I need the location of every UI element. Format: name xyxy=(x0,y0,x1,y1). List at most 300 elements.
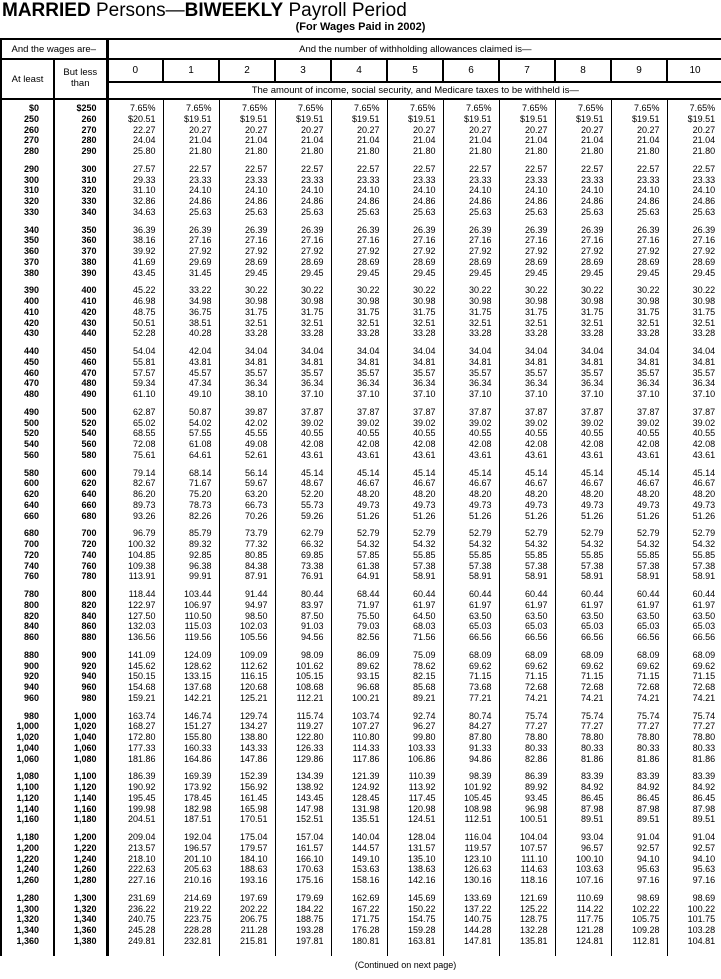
tax-amount: 104.04 xyxy=(499,832,555,843)
tax-amount: 43.61 xyxy=(499,450,555,461)
tax-amount: 40.55 xyxy=(331,428,387,439)
wage-but-less-than: 600 xyxy=(54,468,107,479)
tax-amount: 71.67 xyxy=(163,478,219,489)
tax-amount: 176.28 xyxy=(331,925,387,936)
table-row xyxy=(1,914,721,925)
wages-are-header: And the wages are– xyxy=(1,39,107,59)
tax-amount: 45.14 xyxy=(387,468,443,479)
tax-amount: 35.57 xyxy=(387,368,443,379)
tax-amount: 49.08 xyxy=(219,439,275,450)
wage-at-least: 860 xyxy=(1,632,54,643)
tax-amount: $19.51 xyxy=(275,114,331,125)
tax-amount: 48.75 xyxy=(107,307,163,318)
table-row xyxy=(1,589,721,600)
tax-amount: 74.21 xyxy=(611,693,667,704)
tax-amount xyxy=(387,521,443,528)
amount-note-header: The amount of income, social security, and Medicare taxes to be withheld is— xyxy=(107,82,721,99)
allowances-header: And the number of withholding allowances claimed is— xyxy=(107,39,721,59)
tax-amount: 25.63 xyxy=(555,207,611,218)
wage-at-least xyxy=(1,278,54,285)
tax-amount: 37.10 xyxy=(611,389,667,400)
tax-amount: 71.15 xyxy=(443,671,499,682)
tax-amount: 21.04 xyxy=(163,135,219,146)
wage-at-least xyxy=(1,886,54,893)
tax-amount: 96.68 xyxy=(331,682,387,693)
tax-amount: 30.22 xyxy=(611,285,667,296)
tax-amount: 73.79 xyxy=(219,528,275,539)
tax-amount: 27.92 xyxy=(163,246,219,257)
tax-amount: 103.44 xyxy=(163,589,219,600)
tax-amount: 54.32 xyxy=(611,539,667,550)
table-row xyxy=(1,793,721,804)
tax-amount xyxy=(219,825,275,832)
wage-but-less-than: 1,220 xyxy=(54,843,107,854)
tax-amount: 32.51 xyxy=(387,318,443,329)
tax-amount xyxy=(611,886,667,893)
tax-amount: 78.73 xyxy=(163,500,219,511)
wage-at-least: 1,060 xyxy=(1,754,54,765)
tax-amount: 167.22 xyxy=(331,904,387,915)
tax-amount: 34.81 xyxy=(387,357,443,368)
tax-amount: 117.75 xyxy=(555,914,611,925)
tax-amount: 68.09 xyxy=(611,650,667,661)
wage-but-less-than xyxy=(54,582,107,589)
tax-amount: 101.75 xyxy=(667,914,721,925)
wage-at-least: 580 xyxy=(1,468,54,479)
tax-amount: 73.38 xyxy=(275,561,331,572)
wage-at-least: 340 xyxy=(1,225,54,236)
tax-amount: 52.20 xyxy=(275,489,331,500)
tax-amount: 48.20 xyxy=(555,489,611,500)
table-row xyxy=(1,246,721,257)
tax-amount xyxy=(275,157,331,164)
tax-amount: 27.16 xyxy=(555,235,611,246)
table-row xyxy=(1,511,721,522)
tax-amount: 36.34 xyxy=(611,378,667,389)
tax-amount: 98.09 xyxy=(275,650,331,661)
tax-amount: 21.80 xyxy=(499,146,555,157)
tax-amount: 80.33 xyxy=(499,743,555,754)
wage-at-least: 920 xyxy=(1,671,54,682)
tax-amount xyxy=(107,339,163,346)
tax-amount xyxy=(667,825,721,832)
wage-at-least xyxy=(1,521,54,528)
tax-amount: 231.69 xyxy=(107,893,163,904)
wage-at-least: 400 xyxy=(1,296,54,307)
tax-amount: 80.44 xyxy=(275,589,331,600)
wage-but-less-than: 760 xyxy=(54,561,107,572)
tax-amount xyxy=(331,157,387,164)
tax-amount xyxy=(443,704,499,711)
tax-amount: 26.39 xyxy=(555,225,611,236)
tax-amount xyxy=(555,643,611,650)
tax-amount: 57.57 xyxy=(107,368,163,379)
tax-amount: 66.56 xyxy=(667,632,721,643)
tax-amount: 66.56 xyxy=(555,632,611,643)
tax-amount: 159.21 xyxy=(107,693,163,704)
wage-at-least: 410 xyxy=(1,307,54,318)
wage-but-less-than: 1,140 xyxy=(54,793,107,804)
wage-at-least: 980 xyxy=(1,711,54,722)
tax-amount xyxy=(387,339,443,346)
tax-amount: 40.55 xyxy=(275,428,331,439)
table-row xyxy=(1,893,721,904)
tax-amount: 65.03 xyxy=(443,621,499,632)
wage-at-least: 1,160 xyxy=(1,814,54,825)
wage-at-least: 360 xyxy=(1,246,54,257)
tax-amount: 75.50 xyxy=(331,611,387,622)
tax-amount: 110.80 xyxy=(331,732,387,743)
tax-amount: 83.39 xyxy=(667,771,721,782)
tax-amount: 27.92 xyxy=(331,246,387,257)
wage-at-least: 310 xyxy=(1,185,54,196)
allowance-column-header-6: 6 xyxy=(443,59,499,82)
tax-amount: 40.55 xyxy=(443,428,499,439)
tax-amount xyxy=(443,582,499,589)
tax-amount: 7.65% xyxy=(107,103,163,114)
tax-amount: 49.73 xyxy=(387,500,443,511)
tax-amount xyxy=(331,278,387,285)
tax-amount: 24.10 xyxy=(219,185,275,196)
tax-amount: 166.10 xyxy=(275,854,331,865)
tax-amount: 228.28 xyxy=(163,925,219,936)
tax-amount: 60.44 xyxy=(387,589,443,600)
tax-amount: 87.91 xyxy=(219,571,275,582)
tax-amount: 168.27 xyxy=(107,721,163,732)
tax-amount: 33.28 xyxy=(667,328,721,339)
table-row xyxy=(1,771,721,782)
wage-but-less-than xyxy=(54,886,107,893)
tax-amount: 51.26 xyxy=(555,511,611,522)
wage-at-least: 680 xyxy=(1,528,54,539)
tax-amount: 34.81 xyxy=(611,357,667,368)
tax-amount xyxy=(387,582,443,589)
tax-amount: 29.45 xyxy=(611,268,667,279)
tax-amount: 209.04 xyxy=(107,832,163,843)
tax-amount xyxy=(667,886,721,893)
tax-amount xyxy=(443,278,499,285)
wage-at-least: 1,360 xyxy=(1,936,54,947)
wage-at-least: 1,000 xyxy=(1,721,54,732)
table-row xyxy=(1,307,721,318)
tax-amount: 109.38 xyxy=(107,561,163,572)
tax-amount: 34.81 xyxy=(331,357,387,368)
wage-at-least: 330 xyxy=(1,207,54,218)
wage-but-less-than: 660 xyxy=(54,500,107,511)
tax-amount: 30.22 xyxy=(275,285,331,296)
wage-at-least xyxy=(1,400,54,407)
tax-amount: 29.45 xyxy=(331,268,387,279)
tax-amount: 54.32 xyxy=(387,539,443,550)
wage-at-least: 1,200 xyxy=(1,843,54,854)
tax-amount: 25.63 xyxy=(667,207,721,218)
wage-but-less-than: 1,060 xyxy=(54,743,107,754)
table-row xyxy=(1,864,721,875)
tax-amount: 120.98 xyxy=(387,804,443,815)
tax-amount: 7.65% xyxy=(611,103,667,114)
tax-amount xyxy=(611,704,667,711)
tax-amount: 42.04 xyxy=(163,346,219,357)
tax-amount: 22.57 xyxy=(163,164,219,175)
tax-amount: 187.51 xyxy=(163,814,219,825)
tax-amount: 34.04 xyxy=(555,346,611,357)
tax-amount: 156.92 xyxy=(219,782,275,793)
tax-amount xyxy=(443,461,499,468)
tax-amount: 32.86 xyxy=(107,196,163,207)
tax-amount: 37.10 xyxy=(667,389,721,400)
tax-amount: 26.39 xyxy=(163,225,219,236)
tax-amount: 58.91 xyxy=(387,571,443,582)
page-subtitle: (For Wages Paid in 2002) xyxy=(295,21,426,33)
tax-amount: 30.22 xyxy=(331,285,387,296)
wage-at-least: 1,040 xyxy=(1,743,54,754)
tax-amount xyxy=(275,521,331,528)
table-row xyxy=(1,368,721,379)
tax-amount: 82.15 xyxy=(387,671,443,682)
tax-amount: 26.39 xyxy=(219,225,275,236)
tax-amount: 21.80 xyxy=(331,146,387,157)
tax-amount: 34.04 xyxy=(275,346,331,357)
tax-amount: 146.74 xyxy=(163,711,219,722)
tax-amount: 219.22 xyxy=(163,904,219,915)
tax-amount xyxy=(219,339,275,346)
tax-amount: 49.10 xyxy=(163,389,219,400)
tax-amount: 24.10 xyxy=(163,185,219,196)
tax-amount: 7.65% xyxy=(667,103,721,114)
tax-amount: 29.45 xyxy=(499,268,555,279)
tax-amount xyxy=(331,886,387,893)
tax-amount: 223.75 xyxy=(163,914,219,925)
tax-amount: 23.33 xyxy=(611,175,667,186)
tax-amount xyxy=(219,947,275,956)
tax-amount: 45.22 xyxy=(107,285,163,296)
tax-amount: 35.57 xyxy=(499,368,555,379)
table-row xyxy=(1,103,721,114)
tax-amount: 131.57 xyxy=(387,843,443,854)
tax-amount: 31.75 xyxy=(667,307,721,318)
table-row xyxy=(1,146,721,157)
tax-amount: 103.63 xyxy=(555,864,611,875)
tax-amount: 55.85 xyxy=(443,550,499,561)
tax-amount: 45.55 xyxy=(219,428,275,439)
tax-amount: 98.39 xyxy=(443,771,499,782)
tax-amount: 96.38 xyxy=(163,561,219,572)
tax-amount: 31.10 xyxy=(107,185,163,196)
group-spacer xyxy=(1,825,721,832)
tax-amount xyxy=(387,157,443,164)
tax-amount: 24.04 xyxy=(107,135,163,146)
tax-amount: 55.85 xyxy=(611,550,667,561)
tax-amount: 69.62 xyxy=(555,661,611,672)
tax-amount: 84.27 xyxy=(443,721,499,732)
tax-amount: 20.27 xyxy=(611,125,667,136)
tax-amount: 21.80 xyxy=(667,146,721,157)
tax-amount: 236.22 xyxy=(107,904,163,915)
tax-amount: 91.44 xyxy=(219,589,275,600)
wage-at-least: 450 xyxy=(1,357,54,368)
wage-but-less-than: 620 xyxy=(54,478,107,489)
tax-amount: 39.92 xyxy=(107,246,163,257)
tax-amount: 20.27 xyxy=(387,125,443,136)
tax-amount: 20.27 xyxy=(667,125,721,136)
table-row xyxy=(1,632,721,643)
tax-amount: 93.04 xyxy=(555,832,611,843)
wage-at-least: 700 xyxy=(1,539,54,550)
tax-amount: 96.98 xyxy=(499,804,555,815)
tax-amount: 24.86 xyxy=(667,196,721,207)
wage-but-less-than: 400 xyxy=(54,285,107,296)
tax-amount: 27.92 xyxy=(555,246,611,257)
wage-at-least: 290 xyxy=(1,164,54,175)
tax-amount xyxy=(107,521,163,528)
group-spacer xyxy=(1,278,721,285)
tax-amount: 81.86 xyxy=(555,754,611,765)
tax-amount xyxy=(331,339,387,346)
tax-amount: 115.74 xyxy=(275,711,331,722)
tax-amount xyxy=(107,886,163,893)
tax-amount: 93.26 xyxy=(107,511,163,522)
tax-amount: 27.57 xyxy=(107,164,163,175)
table-row xyxy=(1,164,721,175)
tax-amount xyxy=(611,582,667,589)
tax-amount: 39.02 xyxy=(555,418,611,429)
tax-amount: 100.22 xyxy=(667,904,721,915)
tax-amount: 42.08 xyxy=(275,439,331,450)
tax-amount: 57.38 xyxy=(611,561,667,572)
tax-amount: 116.04 xyxy=(443,832,499,843)
tax-amount xyxy=(387,825,443,832)
tax-amount: 87.98 xyxy=(611,804,667,815)
tax-amount xyxy=(163,704,219,711)
wage-at-least xyxy=(1,704,54,711)
table-row xyxy=(1,754,721,765)
wage-but-less-than: 300 xyxy=(54,164,107,175)
tax-amount: 52.79 xyxy=(499,528,555,539)
table-row xyxy=(1,904,721,915)
tax-amount: 119.57 xyxy=(443,843,499,854)
tax-amount: 30.22 xyxy=(667,285,721,296)
tax-amount xyxy=(667,704,721,711)
wage-but-less-than: 470 xyxy=(54,368,107,379)
wage-but-less-than: 680 xyxy=(54,511,107,522)
wage-at-least: 460 xyxy=(1,368,54,379)
tax-amount: 33.28 xyxy=(499,328,555,339)
tax-amount: 31.75 xyxy=(443,307,499,318)
tax-amount: 20.27 xyxy=(219,125,275,136)
tax-amount: 43.45 xyxy=(107,268,163,279)
tax-amount: 89.51 xyxy=(555,814,611,825)
wage-at-least: 500 xyxy=(1,418,54,429)
tax-amount xyxy=(163,278,219,285)
tax-amount: 42.08 xyxy=(555,439,611,450)
wage-but-less-than: 1,300 xyxy=(54,893,107,904)
tax-amount: 55.85 xyxy=(387,550,443,561)
tax-amount: 63.50 xyxy=(611,611,667,622)
tax-amount xyxy=(163,947,219,956)
tax-amount: 143.45 xyxy=(275,793,331,804)
table-row xyxy=(1,357,721,368)
tax-amount: 68.03 xyxy=(387,621,443,632)
tax-amount xyxy=(163,157,219,164)
tax-amount: 137.68 xyxy=(163,682,219,693)
tax-amount: 75.74 xyxy=(667,711,721,722)
wage-but-less-than: 880 xyxy=(54,632,107,643)
tax-amount xyxy=(667,278,721,285)
tax-amount: 110.69 xyxy=(555,893,611,904)
wage-but-less-than: 540 xyxy=(54,428,107,439)
tax-amount: 46.67 xyxy=(387,478,443,489)
tax-amount: 34.81 xyxy=(219,357,275,368)
wage-but-less-than: 500 xyxy=(54,407,107,418)
tax-amount: 197.81 xyxy=(275,936,331,947)
wage-but-less-than: 700 xyxy=(54,528,107,539)
table-row xyxy=(1,732,721,743)
tax-amount: 49.73 xyxy=(555,500,611,511)
tax-amount: 52.79 xyxy=(331,528,387,539)
tax-amount: 43.61 xyxy=(387,450,443,461)
tax-amount: 21.04 xyxy=(611,135,667,146)
tax-amount: 55.85 xyxy=(499,550,555,561)
wage-but-less-than: 560 xyxy=(54,439,107,450)
tax-amount xyxy=(555,704,611,711)
tax-amount: 114.22 xyxy=(555,904,611,915)
tax-amount: 75.74 xyxy=(611,711,667,722)
tax-amount: 52.79 xyxy=(611,528,667,539)
tax-amount: 60.44 xyxy=(667,589,721,600)
tax-amount: 35.57 xyxy=(667,368,721,379)
tax-amount: 128.04 xyxy=(387,832,443,843)
tax-amount: 80.33 xyxy=(667,743,721,754)
tax-amount: 110.50 xyxy=(163,611,219,622)
tax-amount xyxy=(611,218,667,225)
tax-amount: 145.69 xyxy=(387,893,443,904)
tax-amount: 201.10 xyxy=(163,854,219,865)
tax-amount: 34.81 xyxy=(499,357,555,368)
allowance-column-header-10: 10 xyxy=(667,59,721,82)
tax-amount: 77.27 xyxy=(611,721,667,732)
tax-amount xyxy=(219,400,275,407)
wage-but-less-than: 480 xyxy=(54,378,107,389)
wage-at-least: 1,020 xyxy=(1,732,54,743)
tax-amount: 58.91 xyxy=(667,571,721,582)
tax-amount: 114.63 xyxy=(499,864,555,875)
tax-amount: 109.09 xyxy=(219,650,275,661)
tax-amount: 106.86 xyxy=(387,754,443,765)
tax-amount: 21.04 xyxy=(555,135,611,146)
wage-but-less-than xyxy=(54,947,107,956)
tax-amount xyxy=(387,704,443,711)
tax-amount: 23.33 xyxy=(219,175,275,186)
tax-amount: 175.04 xyxy=(219,832,275,843)
tax-amount: 94.97 xyxy=(219,600,275,611)
table-row xyxy=(1,528,721,539)
tax-amount: 99.80 xyxy=(387,732,443,743)
tax-amount: 40.28 xyxy=(163,328,219,339)
tax-amount xyxy=(107,461,163,468)
tax-amount: 86.39 xyxy=(499,771,555,782)
tax-amount: 48.20 xyxy=(387,489,443,500)
tax-amount: 157.04 xyxy=(275,832,331,843)
table-body xyxy=(1,99,721,956)
tax-amount xyxy=(387,218,443,225)
tax-amount xyxy=(611,339,667,346)
tax-amount: 71.15 xyxy=(555,671,611,682)
tax-amount: 93.45 xyxy=(499,793,555,804)
wage-at-least: 740 xyxy=(1,561,54,572)
tax-amount: 37.87 xyxy=(443,407,499,418)
tax-amount xyxy=(443,400,499,407)
tax-amount xyxy=(611,521,667,528)
